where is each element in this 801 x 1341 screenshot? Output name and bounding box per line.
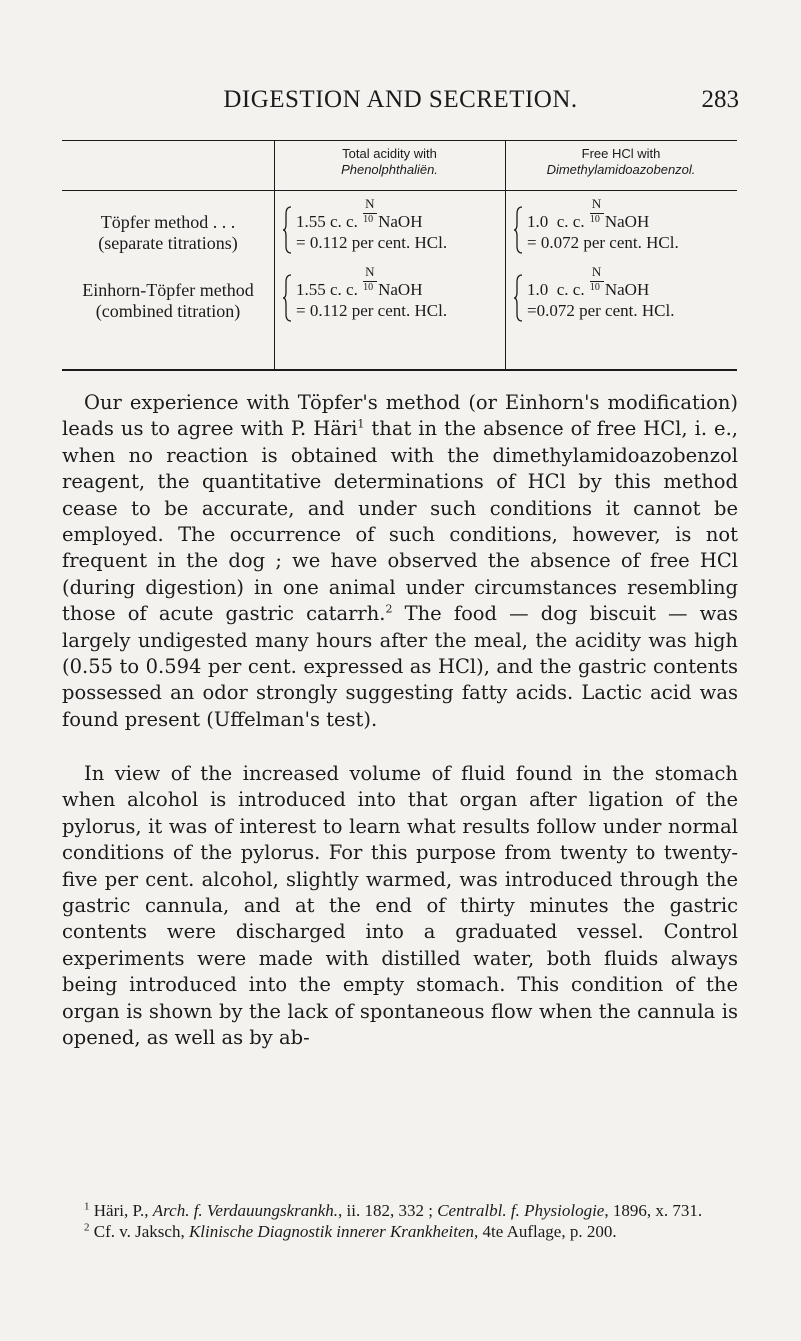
table-bottom-rule [62, 369, 737, 371]
brace-icon [282, 274, 292, 322]
table-cell-free: 1.0 c. c. N 10 NaOH =0.072 per cent. HCl. [513, 270, 735, 326]
column-header-free-hcl: Free HCl with Dimethylamidoazobenzol. [546, 146, 696, 177]
titration-table [62, 140, 737, 370]
footnote-ref: 1 [357, 417, 365, 431]
paragraph-alcohol-experiment: In view of the increased volume of fluid found in the stomach when alcohol is introduced into that organ after ligation of the pylorus, it was of interest to learn what results follow under normal conditions of the pylorus. For this purpose from twenty to twenty-five per cent. alcohol, slightly warmed, was introduced through the gastric cannula, and at the end of thirty minutes the gastric contents were discharged into a graduated vessel. Control experiments were made with distilled water, both fluids always being introduced into the empty stomach. This condition of the organ is shown by the lack of spontaneous flow when the cannula is opened, as well as by ab- [62, 762, 738, 1050]
table-top-rule [62, 140, 737, 141]
footnote: $^2$ Cf. v. Jaksch, Klinische Diagnostik innerer Krankheiten, 4te Auflage, p. 200. [84, 1221, 617, 1241]
table-cell-free: 1.0 c. c. N 10 NaOH = 0.072 per cent. HCl. [513, 202, 735, 258]
table-cell-total: 1.55 c. c. N 10 NaOH = 0.112 per cent. HCl. [282, 202, 502, 258]
brace-icon [282, 206, 292, 254]
column-header-total-acidity: Total acidity with Phenolphthaliën. [341, 146, 438, 177]
row-label-einhorn-topfer: Einhorn-Töpfer method (combined titration) [82, 280, 254, 321]
brace-icon [513, 206, 523, 254]
table-header-rule [62, 190, 737, 191]
table-cell-total: 1.55 c. c. N 10 NaOH = 0.112 per cent. HCl. [282, 270, 502, 326]
row-label-topfer: Töpfer method . . . (separate titrations) [98, 212, 238, 253]
footnotes [62, 1200, 738, 1242]
page-header [0, 86, 801, 120]
footnote: $^1$ Häri, P., Arch. f. Verdauungskrankh., ii. 182, 332 ; Centralbl. f. Physiologie, 1896, x. 731. [84, 1200, 703, 1220]
footnote-ref: 2 [385, 602, 393, 616]
running-title: DIGESTION AND SECRETION. [223, 86, 578, 113]
page-number: 283 [701, 86, 739, 113]
paragraph-topfer-method: Our experience with Töpfer's method (or Einhorn's modification) leads us to agree with P. Häri$^1$ that in the absence of free HCl, i. e., when no reaction is obtained with the dimethylamidoazobenzol reagent, the quantitative determinations of HCl by this method cease to be accurate, and under such conditions it cannot be employed. The occurrence of such conditions, however, is not frequent in the dog ; we have observed the absence of free HCl (during digestion) in one animal under circumstances resembling those of acute gastric catarrh.$^2$ The food — dog biscuit — was largely undigested many hours after the meal, the acidity was high (0.55 to 0.594 per cent. expressed as HCl), and the gastric contents possessed an odor strongly suggesting fatty acids. Lactic acid was found present (Uffelman's test). [62, 391, 738, 731]
brace-icon [513, 274, 523, 322]
